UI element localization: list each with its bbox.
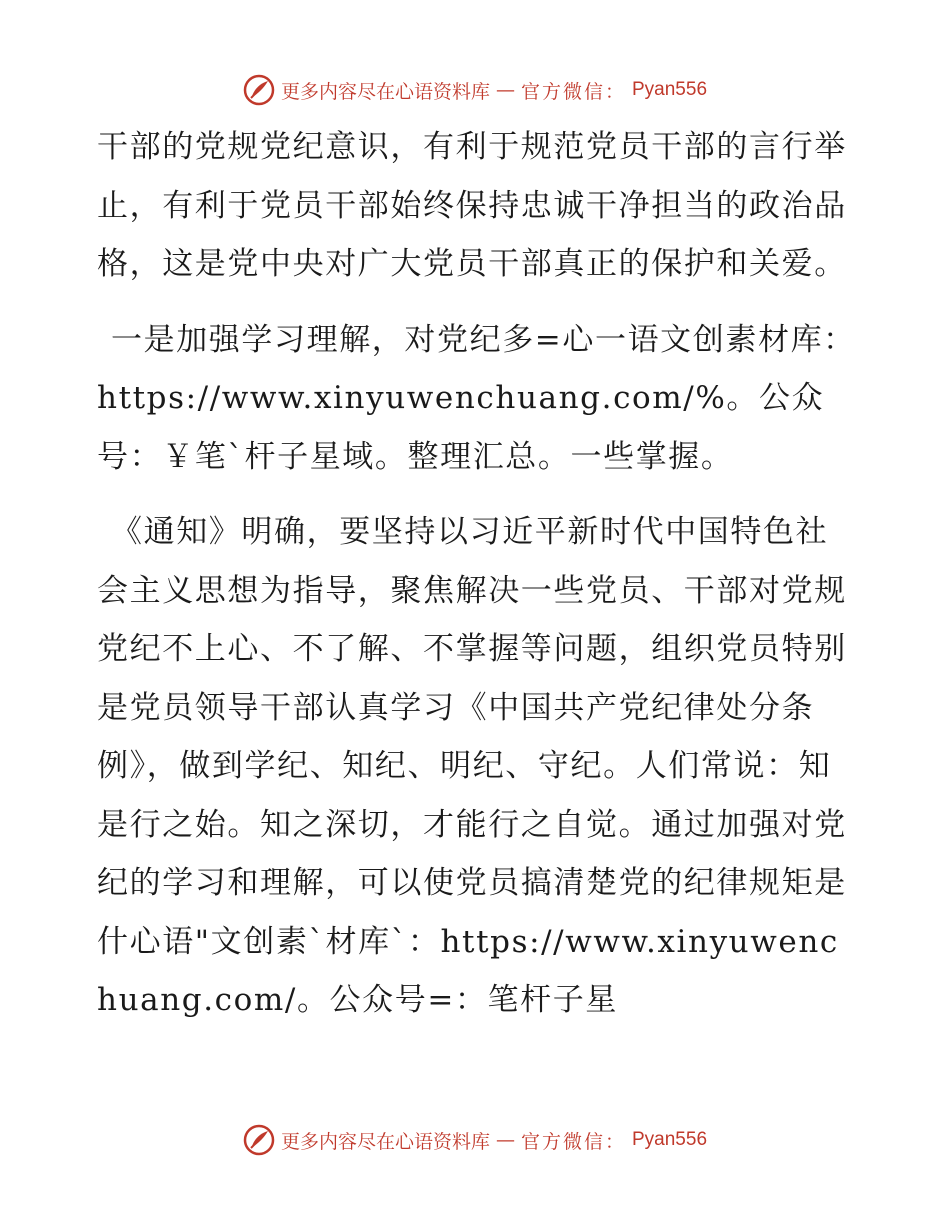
footer-banner — [243, 1124, 707, 1156]
footer-wechat-id: Pyan556 — [632, 1129, 708, 1150]
header-wechat-label: 官方微信： — [520, 80, 626, 103]
header-banner-divider: — — [495, 79, 515, 101]
header-banner — [243, 74, 707, 106]
document-body — [97, 118, 857, 1030]
page-footer — [0, 1120, 950, 1160]
header-wechat-id: Pyan556 — [632, 79, 708, 100]
footer-banner-divider: — — [495, 1129, 515, 1151]
header-banner-text: 更多内容尽在心语资料库 — [280, 80, 490, 103]
paragraph-1: 干部的党规党纪意识，有利于规范党员干部的言行举止，有利于党员干部始终保持忠诚干净担当的政治品格，这是党中央对广大党员干部真正的保护和关爱。 — [97, 129, 847, 282]
page-header — [0, 70, 950, 110]
paragraph-2: 一是加强学习理解，对党纪多=心一语文创素材库：https://www.xinyuwenchuang.com/%。公众号：￥笔`杆子星域。整理汇总。一些掌握。 — [97, 321, 856, 475]
footer-banner-text: 更多内容尽在心语资料库 — [280, 1130, 490, 1153]
quill-logo-icon — [243, 1124, 275, 1156]
paragraph-3: 《通知》明确，要坚持以习近平新时代中国特色社会主义思想为指导，聚焦解决一些党员、干部对党规党纪不上心、不了解、不掌握等问题，组织党员特别是党员领导干部认真学习《中国共产党纪律处分条例》，做到学纪、知纪、明纪、守纪。人们常说：知是行之始。知之深切，才能行之自觉。通过加强对党纪的学习和理解，可以使党员搞清楚党的纪律规矩是什心语"文创素`材库`：https://www.xinyuwenchuang.com/。公众号=：笔杆子星 — [97, 514, 847, 1018]
footer-wechat-label: 官方微信： — [520, 1130, 626, 1153]
quill-logo-icon — [243, 74, 275, 106]
